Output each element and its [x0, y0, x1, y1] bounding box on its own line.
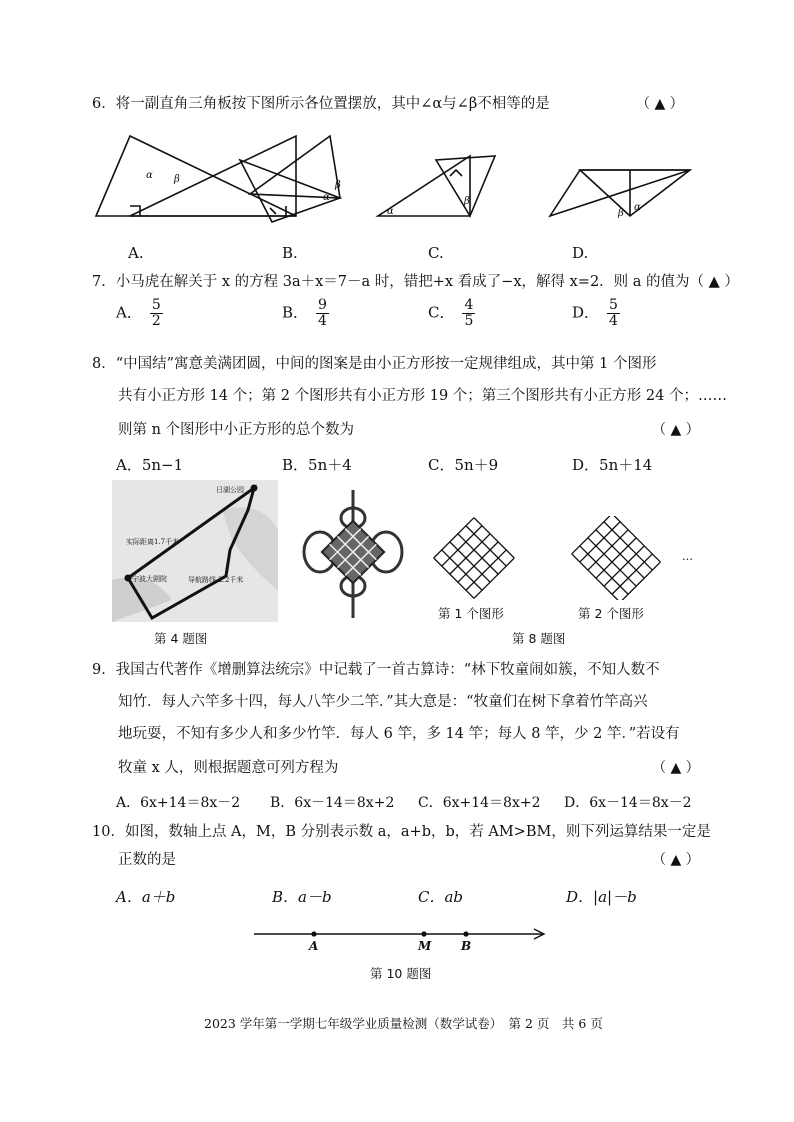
q9-line-3: 地玩耍，不知有多少人和多少竹竿．每人 6 竿，多 14 竿；每人 8 竿，少 2 竿．”若设有	[118, 726, 680, 742]
pattern-ellipsis: …	[682, 550, 693, 563]
fig4-caption: 第 4 题图	[154, 631, 208, 646]
q6-c-alpha-label: α	[387, 206, 394, 217]
q8-line-1: 8．“中国结”寓意美满团圆，中间的图案是由小正方形按一定规律组成，其中第 1 个图形	[92, 356, 657, 372]
q6-a-beta-label: β	[174, 174, 180, 185]
q6-d-alpha-label: α	[634, 202, 641, 213]
q6-figure-c	[378, 156, 495, 216]
fig1-caption: 第 1 个图形	[438, 606, 504, 621]
q7-option-a: A． $\frac{5}{2}$	[116, 297, 161, 329]
point-a-label: A	[309, 939, 319, 953]
chinese-knot-image	[300, 488, 406, 620]
page-footer: 2023 学年第一学期七年级学业质量检测（数学试卷） 第 2 页 共 6 页	[204, 1016, 603, 1031]
q6-option-a: A.	[128, 244, 144, 262]
q6-option-c: C.	[428, 244, 444, 262]
fig8-patterns	[412, 516, 694, 600]
q6-option-d: D.	[572, 244, 589, 262]
map-label-rihu-park: 日湖公园	[216, 486, 244, 494]
q6-text: 6．将一副直角三角板按下图所示各位置摆放，其中∠α与∠β不相等的是	[92, 96, 550, 112]
q6-b-beta-label: β	[335, 180, 341, 191]
q8-answer-mark: （ ▲ ）	[652, 422, 700, 438]
q9-line-4: 牧童 x 人，则根据题意可列方程为	[118, 760, 339, 776]
q10-line-1: 10．如图，数轴上点 A，M，B 分别表示数 a，a+b，b，若 AM>BM，则下列运算结果一定是	[92, 824, 711, 840]
fig4-map	[112, 480, 278, 622]
q10-line-2: 正数的是	[118, 852, 176, 868]
fig10-caption: 第 10 题图	[370, 966, 432, 981]
q8-line-3: 则第 n 个图形中小正方形的总个数为	[118, 422, 355, 438]
q6-answer-mark: （ ▲ ）	[636, 96, 684, 112]
q6-option-b: B.	[282, 244, 298, 262]
q9-line-1: 9．我国古代著作《增删算法统宗》中记载了一首古算诗：“林下牧童闹如簇，不知人数不	[92, 662, 660, 678]
q9-answer-mark: （ ▲ ）	[652, 760, 700, 776]
fig2-caption: 第 2 个图形	[578, 606, 644, 621]
q6-b-alpha-label: α	[323, 192, 330, 203]
fig8-caption: 第 8 题图	[512, 631, 566, 646]
map-label-theatre: 宁波大剧院	[132, 575, 167, 583]
q8-option-a: A．5n−1	[116, 456, 184, 474]
q7-option-c: C． $\frac{4}{5}$	[428, 297, 474, 329]
q10-option-d: D．|a|－b	[566, 888, 637, 906]
point-m-label: M	[418, 939, 432, 953]
q8-option-c: C．5n＋9	[428, 456, 499, 474]
pattern-figure-2	[572, 516, 661, 600]
q9-option-a: A．6x+14＝8x－2	[116, 795, 241, 811]
q9-option-c: C．6x+14＝8x+2	[418, 795, 541, 811]
q9-line-2: 知竹．每人六竿多十四，每人八竿少二竿．”其大意是：“牧童们在树下拿着竹竿高兴	[118, 694, 648, 710]
q6-figure-a	[96, 136, 296, 216]
q10-option-b: B．a－b	[272, 888, 332, 906]
map-label-route: 导航路线 2.2千米	[188, 576, 244, 584]
q9-option-b: B．6x－14＝8x+2	[270, 795, 395, 811]
point-b-label: B	[461, 939, 472, 953]
q10-option-c: C．ab	[418, 888, 464, 906]
point-b-dot	[463, 931, 468, 936]
q6-a-alpha-label: α	[146, 170, 153, 181]
q10-option-a: A．a＋b	[116, 888, 176, 906]
q8-option-b: B．5n＋4	[282, 456, 352, 474]
q7-option-b: B． $\frac{9}{4}$	[282, 297, 327, 329]
point-m-dot	[421, 931, 426, 936]
q7-text: 7．小马虎在解关于 x 的方程 3a＋x＝7－a 时，错把+x 看成了−x，解得 x=2．则 a 的值为（ ▲ ）	[92, 274, 739, 290]
q8-line-2: 共有小正方形 14 个；第 2 个图形共有小正方形 19 个；第三个图形共有小正方形 24 个；……	[118, 388, 727, 404]
q6-figure-b	[240, 136, 340, 222]
pattern-figure-1	[434, 518, 515, 599]
number-line	[250, 920, 550, 954]
q9-option-d: D．6x－14＝8x－2	[564, 795, 692, 811]
q7-option-d: D． $\frac{5}{4}$	[572, 297, 618, 329]
q6-triangle-figures	[90, 130, 700, 230]
q10-answer-mark: （ ▲ ）	[652, 852, 700, 868]
map-label-distance: 实际距离1.7千米	[126, 538, 180, 546]
q8-option-d: D．5n＋14	[572, 456, 653, 474]
q6-c-beta-label: β	[464, 196, 470, 207]
q6-d-beta-label: β	[618, 208, 624, 219]
point-a-dot	[311, 931, 316, 936]
